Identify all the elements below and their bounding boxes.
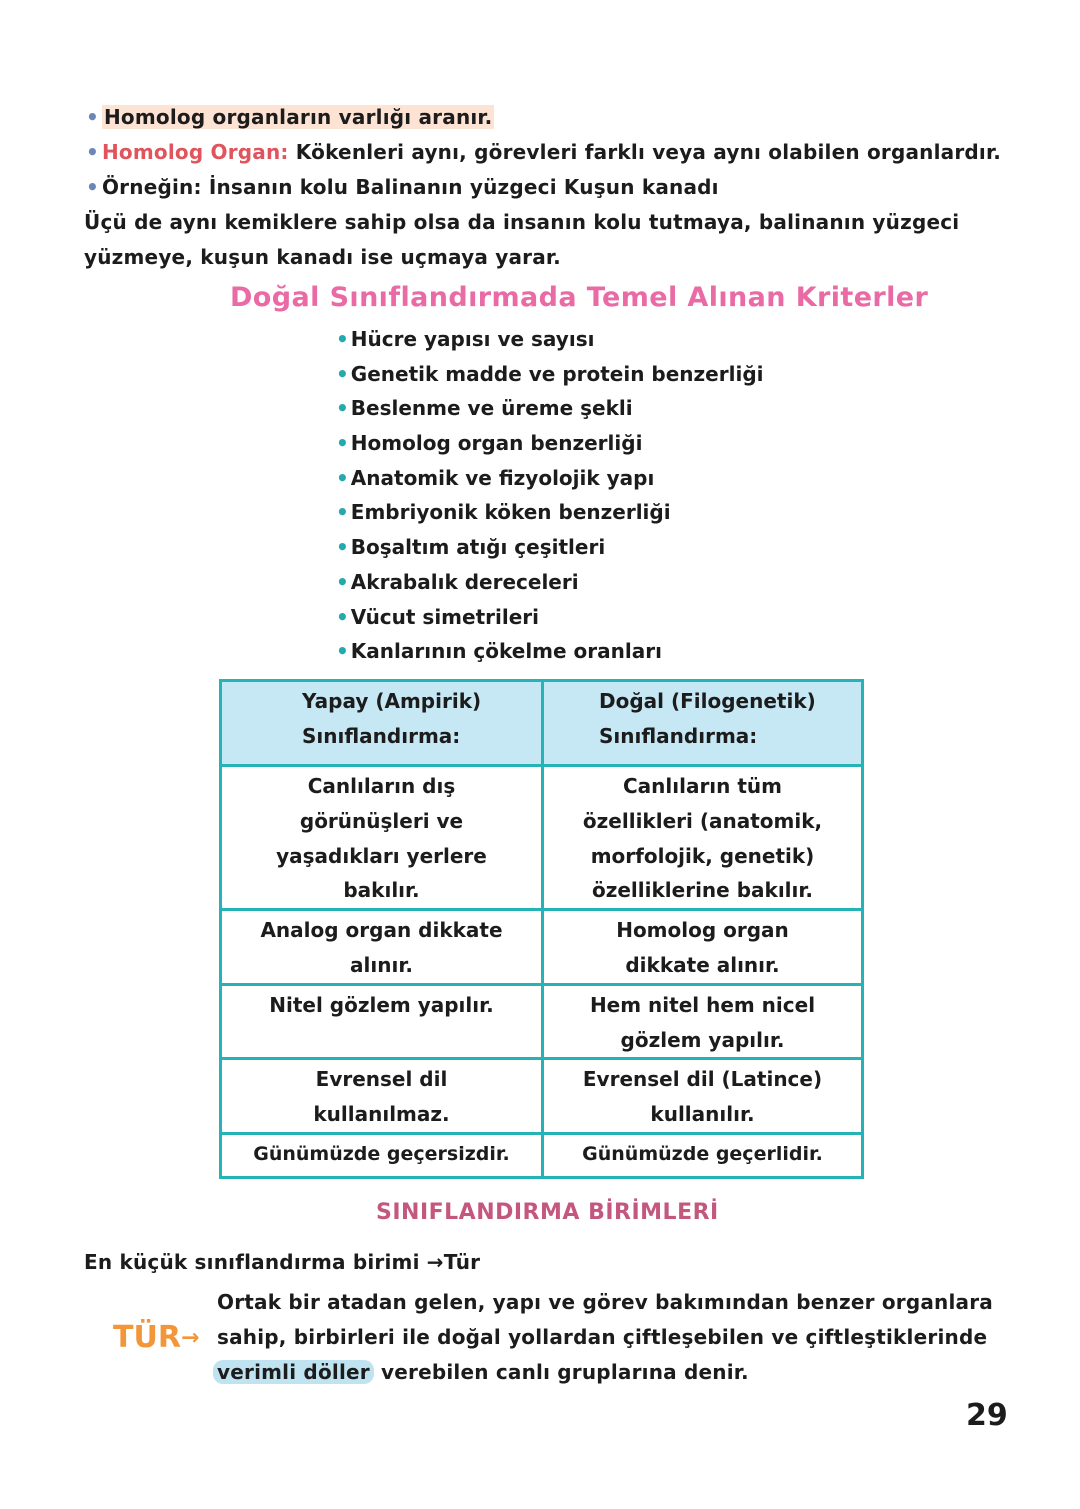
list-item: • Beslenme ve üreme şekli [336, 396, 633, 421]
intro-line-homolog-search [86, 100, 494, 134]
list-item: • Homolog organ benzerliği [336, 431, 643, 456]
example-text: Örneğin: İnsanın kolu Balinanın yüzgeci Kuşun kanadı [101, 175, 719, 199]
bullet-icon: • [336, 639, 349, 664]
intro-line-example [86, 170, 719, 204]
intro-line-homolog-definition [86, 135, 1001, 169]
tur-definition-line-3: verimli döller verebilen canlı gruplarına denir. [213, 1355, 749, 1389]
bullet-icon: • [336, 604, 349, 629]
list-item: • Kanlarının çökelme oranları [336, 639, 662, 664]
tur-definition-line-1: Ortak bir atadan gelen, yapı ve görev bakımından benzer organlara [217, 1290, 993, 1314]
table-cell: Evrensel dil (Latince) kullanılır. [543, 1059, 863, 1134]
list-item: • Embriyonik köken benzerliği [336, 500, 671, 525]
criteria-title: Doğal Sınıflandırmada Temel Alınan Kriterler [230, 282, 929, 313]
table-row [221, 766, 863, 910]
list-item: • Hücre yapısı ve sayısı [336, 327, 595, 351]
highlighted-text: Homolog organların varlığı aranır. [103, 105, 493, 129]
table-cell: Hem nitel hem nicel gözlem yapılır. [543, 984, 863, 1059]
arrow-right-icon: → [426, 1250, 444, 1274]
table-cell: Homolog organ dikkate alınır. [543, 910, 863, 985]
table-header-row [221, 681, 863, 766]
bullet-icon: • [336, 396, 349, 421]
list-item: • Genetik madde ve protein benzerliği [336, 361, 764, 386]
header-natural-classification: Doğal (Filogenetik) Sınıflandırma: [543, 681, 863, 766]
table-cell: Canlıların dış görünüşleri ve yaşadıkları yerlere bakılır. [221, 766, 543, 910]
smallest-unit-line: En küçük sınıflandırma birimi →Tür [84, 1250, 481, 1274]
table-row [221, 1133, 863, 1177]
table-cell: Canlıların tüm özellikleri (anatomik, morfolojik, genetik) özelliklerine bakılır. [543, 766, 863, 910]
table-row [221, 910, 863, 985]
definition-text: Kökenleri aynı, görevleri farklı veya aynı olabilen organlardır. [288, 140, 1001, 164]
term-homolog-organ: Homolog Organ: [101, 140, 289, 164]
bullet-icon: • [86, 175, 99, 199]
criteria-list [336, 322, 764, 669]
bullet-icon: • [336, 535, 349, 560]
bullet-icon: • [336, 569, 349, 594]
classification-comparison-table [219, 679, 864, 1179]
bullet-icon: • [336, 465, 349, 490]
bullet-icon: • [336, 361, 349, 386]
bullet-icon: • [336, 431, 349, 456]
header-artificial-classification: Yapay (Ampirik) Sınıflandırma: [221, 681, 543, 766]
table-cell: Nitel gözlem yapılır. [221, 984, 543, 1059]
smallest-unit-value: Tür [443, 1250, 481, 1274]
highlighted-text: verimli döller [213, 1360, 374, 1384]
list-item: • Vücut simetrileri [336, 604, 539, 629]
units-title: SINIFLANDIRMA BİRİMLERİ [376, 1200, 719, 1225]
list-item: • Boşaltım atığı çeşitleri [336, 535, 606, 560]
table-cell: Evrensel dil kullanılmaz. [221, 1059, 543, 1134]
table-cell: Analog organ dikkate alınır. [221, 910, 543, 985]
bullet-icon: • [336, 500, 349, 525]
tur-label: TÜR→ [113, 1320, 200, 1355]
bullet-icon: • [336, 327, 349, 351]
table-row [221, 984, 863, 1059]
bullet-icon: • [86, 140, 99, 164]
bullet-icon: • [86, 105, 99, 129]
arrow-right-icon: → [180, 1325, 200, 1351]
intro-line-explanation-1: Üçü de aynı kemiklere sahip olsa da insanın kolu tutmaya, balinanın yüzgeci [84, 210, 960, 234]
tur-definition-line-2: sahip, birbirleri ile doğal yollardan çiftleşebilen ve çiftleştiklerinde [217, 1325, 988, 1349]
table-cell: Günümüzde geçersizdir. [221, 1133, 543, 1177]
intro-line-explanation-2: yüzmeye, kuşun kanadı ise uçmaya yarar. [84, 245, 561, 269]
table-row [221, 1059, 863, 1134]
page-number: 29 [966, 1398, 1008, 1433]
list-item: • Anatomik ve fizyolojik yapı [336, 465, 655, 490]
table-cell: Günümüzde geçerlidir. [543, 1133, 863, 1177]
list-item: • Akrabalık dereceleri [336, 569, 579, 594]
